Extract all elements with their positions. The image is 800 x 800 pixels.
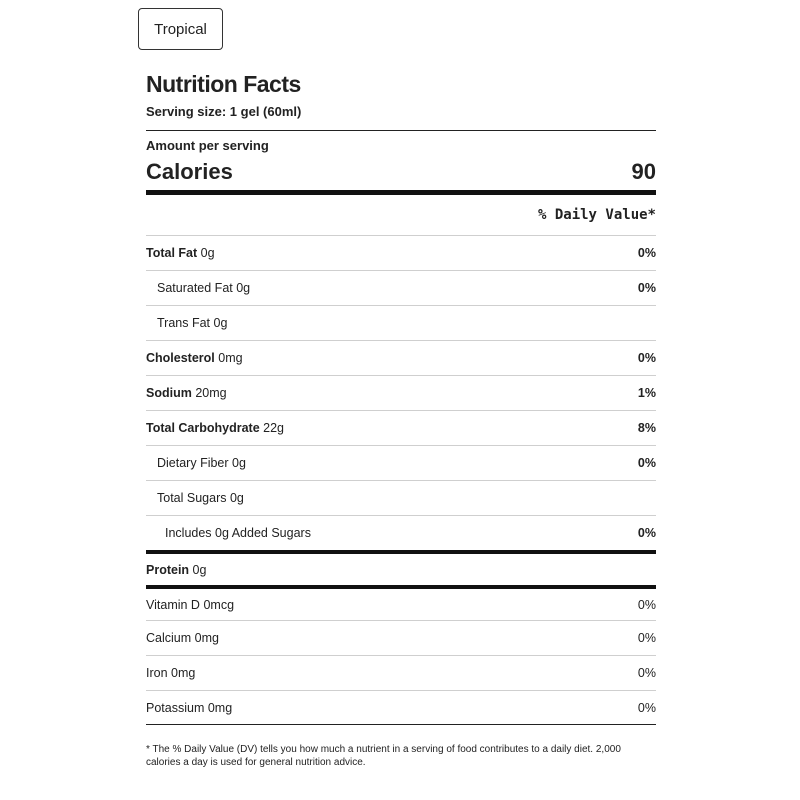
- amount-per-serving: Amount per serving: [146, 138, 269, 153]
- nutrient-row-sodium: [146, 375, 656, 410]
- nutrient-dv: 1%: [637, 386, 656, 400]
- nutrient-row-total-sugars: [146, 480, 656, 515]
- nutrient-dv: 0%: [637, 456, 656, 470]
- nutrient-dv: 0%: [637, 526, 656, 540]
- nutrient-amount: 20mg: [195, 386, 227, 400]
- calories-row: [146, 156, 656, 186]
- nutrient-name: Total Carbohydrate: [146, 421, 260, 435]
- vitamin-dv: 0%: [637, 597, 656, 612]
- vitamin-row-calcium: [146, 620, 656, 655]
- vitamin-dv: 0%: [637, 700, 656, 715]
- flavor-button-tropical[interactable]: Tropical: [138, 8, 223, 50]
- nutrient-dv: 0%: [637, 351, 656, 365]
- nutrient-name: Total Sugars: [157, 491, 227, 505]
- nutrient-name: Includes 0g Added Sugars: [165, 526, 311, 540]
- nutrient-row-trans-fat: [146, 305, 656, 340]
- serving-size: Serving size: 1 gel (60ml): [146, 104, 302, 119]
- nutrient-name: Trans Fat: [157, 316, 211, 330]
- nutrient-amount: 0g: [213, 316, 228, 330]
- vitamin-dv: 0%: [637, 631, 656, 645]
- divider: [146, 130, 656, 131]
- vitamin-name: Vitamin D: [146, 597, 200, 612]
- nutrient-row-saturated-fat: [146, 270, 656, 305]
- nutrient-amount: 0g: [200, 246, 215, 260]
- nutrient-row-cholesterol: [146, 340, 656, 375]
- vitamin-name: Iron: [146, 666, 168, 680]
- nutrition-facts-title: Nutrition Facts: [146, 71, 301, 97]
- daily-value-header: % Daily Value*: [537, 207, 656, 223]
- nutrition-facts-panel: [146, 70, 656, 769]
- nutrient-dv: 0%: [637, 246, 656, 260]
- vitamin-name: Calcium: [146, 631, 192, 645]
- nutrient-name: Sodium: [146, 386, 192, 400]
- nutrient-dv: 8%: [637, 421, 656, 435]
- vitamin-amount: 0mg: [194, 631, 219, 645]
- vitamin-row-iron: [146, 655, 656, 690]
- nutrient-row-dietary-fiber: [146, 445, 656, 480]
- nutrient-name: Saturated Fat: [157, 281, 233, 295]
- vitamin-amount: 0mcg: [203, 597, 235, 612]
- vitamin-amount: 0mg: [171, 666, 196, 680]
- nutrient-row-protein: [146, 550, 656, 585]
- nutrient-amount: 0mg: [218, 351, 243, 365]
- nutrient-row-total-fat: [146, 235, 656, 270]
- vitamin-row-potassium: [146, 690, 656, 725]
- nutrient-amount: 0g: [192, 562, 207, 577]
- nutrient-row-total-carbohydrate: [146, 410, 656, 445]
- nutrient-name: Dietary Fiber: [157, 456, 229, 470]
- calories-value: 90: [631, 159, 656, 184]
- vitamin-amount: 0mg: [207, 700, 233, 715]
- nutrient-name: Cholesterol: [146, 351, 215, 365]
- nutrient-amount: 0g: [236, 281, 251, 295]
- daily-value-footnote: * The % Daily Value (DV) tells you how much a nutrient in a serving of food contributes to a daily diet. 2,000 calories a day is used for general nutrition advice.: [146, 744, 621, 768]
- vitamin-name: Potassium: [146, 700, 205, 715]
- nutrient-amount: 22g: [263, 421, 285, 435]
- nutrient-amount: 0g: [229, 491, 244, 505]
- nutrient-name: Total Fat: [146, 246, 198, 260]
- nutrient-amount: 0g: [232, 456, 246, 470]
- vitamin-dv: 0%: [637, 666, 656, 680]
- calories-label: Calories: [146, 159, 233, 184]
- nutrient-dv: 0%: [637, 281, 656, 295]
- vitamin-row-vitamin-d: [146, 585, 656, 620]
- nutrient-name: Protein: [146, 562, 190, 577]
- nutrient-row-added-sugars: [146, 515, 656, 550]
